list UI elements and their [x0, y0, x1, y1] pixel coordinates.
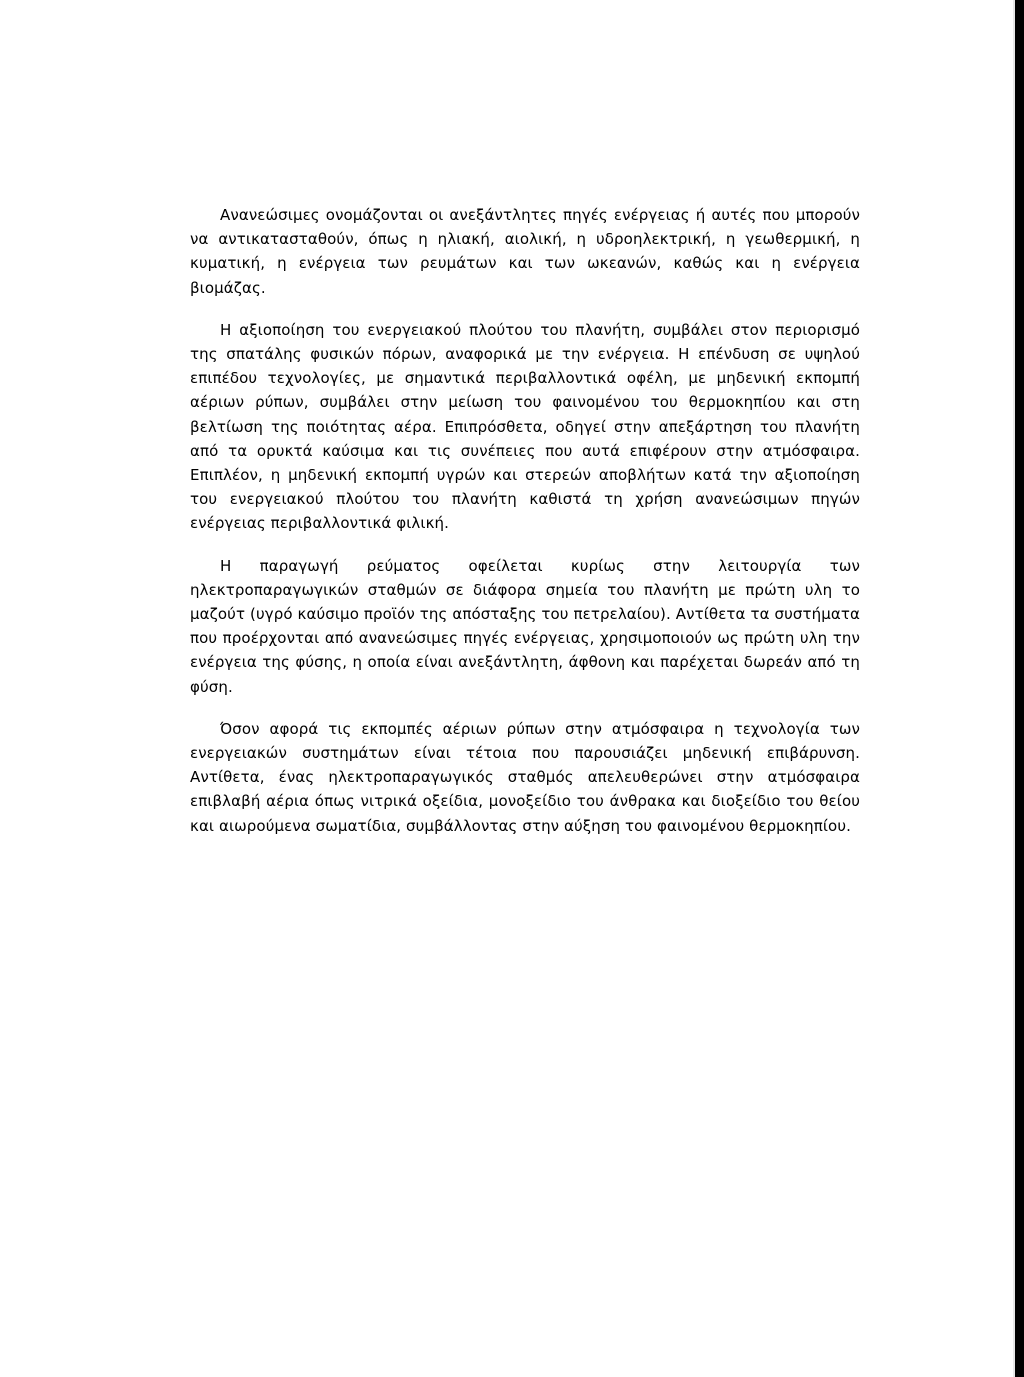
- scan-edge-shadow: [1015, 0, 1024, 1377]
- document-body: [190, 203, 860, 856]
- paragraph-electricity-production: Η παραγωγή ρεύματος οφείλεται κυρίως στην λειτουργία των ηλεκτροπαραγωγικών σταθμών σε διάφορα σημεία του πλανήτη με πρώτη υλη το μαζούτ (υγρό καύσιμο προϊόν της απόσταξης του πετρελαίου). Αντίθετα τα συστήματα που προέρχονται από ανανεώσιμες πηγές ενέργειας, χρησιμοποιούν ως πρώτη υλη την ενέργεια της φύσης, η οποία είναι ανεξάντλητη, άφθονη και παρέχεται δωρεάν από τη φύση.: [190, 556, 860, 696]
- paragraph-emissions: Όσον αφορά τις εκπομπές αέριων ρύπων στην ατμόσφαιρα η τεχνολογία των ενεργειακών συστημάτων είναι τέτοια που παρουσιάζει μηδενική επιβάρυνση. Αντίθετα, ένας ηλεκτροπαραγωγικός σταθμός απελευθερώνει στην ατμόσφαιρα επιβλαβή αέρια όπως νιτρικά οξείδια, μονοξείδιο του άνθρακα και διοξείδιο του θείου και αιωρούμενα σωματίδια, συμβάλλοντας στην αύξηση του φαινομένου θερμοκηπίου.: [190, 719, 860, 835]
- paragraph-energy-wealth-benefits: Η αξιοποίηση του ενεργειακού πλούτου του πλανήτη, συμβάλει στον περιορισμό της σπατάλης φυσικών πόρων, αναφορικά με την ενέργεια. Η επένδυση σε υψηλού επιπέδου τεχνολογίες, με σημαντικά περιβαλλοντικά οφέλη, με μηδενική εκπομπή αέριων ρύπων, συμβάλει στην μείωση του φαινομένου του θερμοκηπίου και στη βελτίωση της ποιότητας αέρα. Επιπρόσθετα, οδηγεί στην απεξάρτηση του πλανήτη από τα ορυκτά καύσιμα και τις συνέπειες που αυτά επιφέρουν στην ατμόσφαιρα. Επιπλέον, η μηδενική εκπομπή υγρών και στερεών αποβλήτων κατά την αξιοποίηση του ενεργειακού πλούτου του πλανήτη καθιστά τη χρήση ανανεώσιμων πηγών ενέργειας περιβαλλοντικά φιλική.: [190, 320, 860, 533]
- paragraph-renewables-definition: Ανανεώσιμες ονομάζονται οι ανεξάντλητες πηγές ενέργειας ή αυτές που μπορούν να αντικατασταθούν, όπως η ηλιακή, αιολική, η υδροηλεκτρική, η γεωθερμική, η κυματική, η ενέργεια των ρευμάτων και των ωκεανών, καθώς και η ενέργεια βιομάζας.: [190, 206, 860, 297]
